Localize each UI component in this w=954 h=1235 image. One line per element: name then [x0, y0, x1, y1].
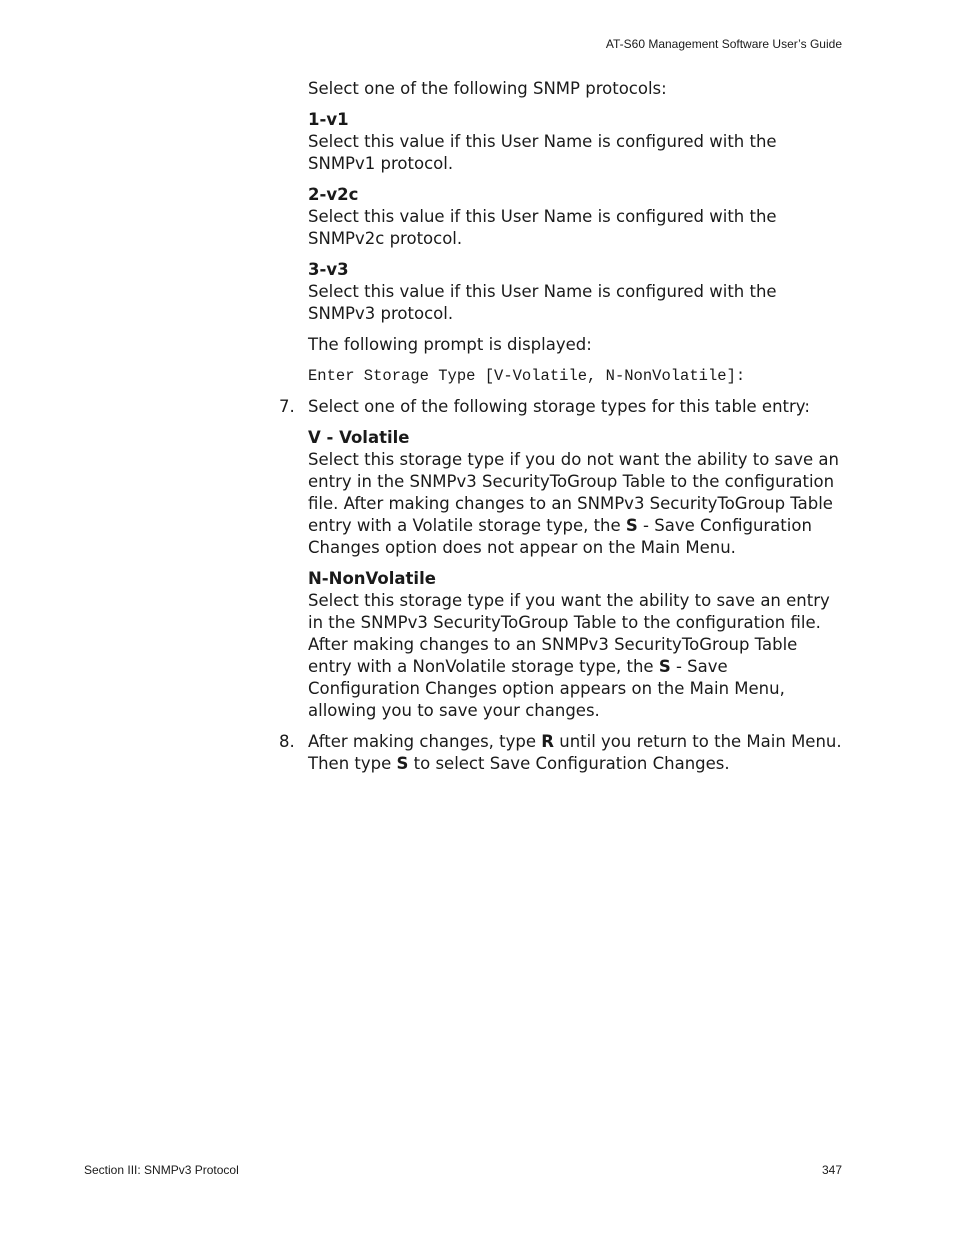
- storage-item-volatile: [308, 427, 844, 559]
- step-8: [279, 731, 844, 775]
- page-number: 347: [821, 1163, 842, 1177]
- protocol-desc: Select this value if this User Name is configured with the SNMPv1 protocol.: [308, 132, 777, 173]
- storage-desc-part: - Save Configuration Changes option appears on the Main Menu, allowing you to save your changes.: [308, 657, 785, 720]
- protocol-term: 2-v2c: [308, 185, 359, 204]
- step-7-text: Select one of the following storage types for this table entry:: [308, 397, 810, 416]
- running-header: AT-S60 Management Software User’s Guide: [605, 37, 842, 51]
- protocol-item-v3: [308, 259, 844, 325]
- storage-desc-part: Select this storage type if you do not want the ability to save an entry in the SNMPv3 SecurityToGroup Table to the configuration file. After making changes to an SNMPv3 SecurityToGroup Table entry with a Volatile storage type, the: [308, 450, 839, 535]
- key-letter: S: [658, 657, 671, 676]
- key-letter: R: [541, 732, 554, 751]
- storage-item-nonvolatile: [308, 568, 844, 722]
- key-letter: S: [625, 516, 638, 535]
- step-8-text-part: until you return to the Main Menu. Then type: [308, 732, 842, 773]
- step-8-text-part: to select Save Configuration Changes.: [408, 754, 730, 773]
- protocol-term: 1-v1: [308, 110, 349, 129]
- protocol-desc: Select this value if this User Name is configured with the SNMPv3 protocol.: [308, 282, 777, 323]
- storage-desc-part: - Save Configuration Changes option does not appear on the Main Menu.: [308, 516, 812, 557]
- prompt-intro: The following prompt is displayed:: [308, 335, 592, 354]
- page-content: [279, 78, 844, 784]
- step-number: 8.: [279, 732, 295, 751]
- protocol-term: 3-v3: [308, 260, 349, 279]
- storage-desc-part: Select this storage type if you want the ability to save an entry in the SNMPv3 SecurityToGroup Table to the configuration file. After making changes to an SNMPv3 SecurityToGroup Table entry with a NonVolatile storage type, the: [308, 591, 830, 676]
- storage-term: V - Volatile: [308, 428, 410, 447]
- protocol-item-v2c: [308, 184, 844, 250]
- footer-section: Section III: SNMPv3 Protocol: [84, 1163, 239, 1177]
- step-8-text: [308, 731, 844, 775]
- storage-type-prompt: Enter Storage Type [V-Volatile, N-NonVolatile]:: [308, 367, 746, 385]
- step-8-text-part: After making changes, type: [308, 732, 542, 751]
- step-7: [279, 396, 844, 722]
- key-letter: S: [396, 754, 409, 773]
- protocol-intro: Select one of the following SNMP protocols:: [308, 79, 667, 98]
- step-number: 7.: [279, 397, 295, 416]
- storage-term: N-NonVolatile: [308, 569, 436, 588]
- protocol-item-v1: [308, 109, 844, 175]
- protocol-desc: Select this value if this User Name is configured with the SNMPv2c protocol.: [308, 207, 777, 248]
